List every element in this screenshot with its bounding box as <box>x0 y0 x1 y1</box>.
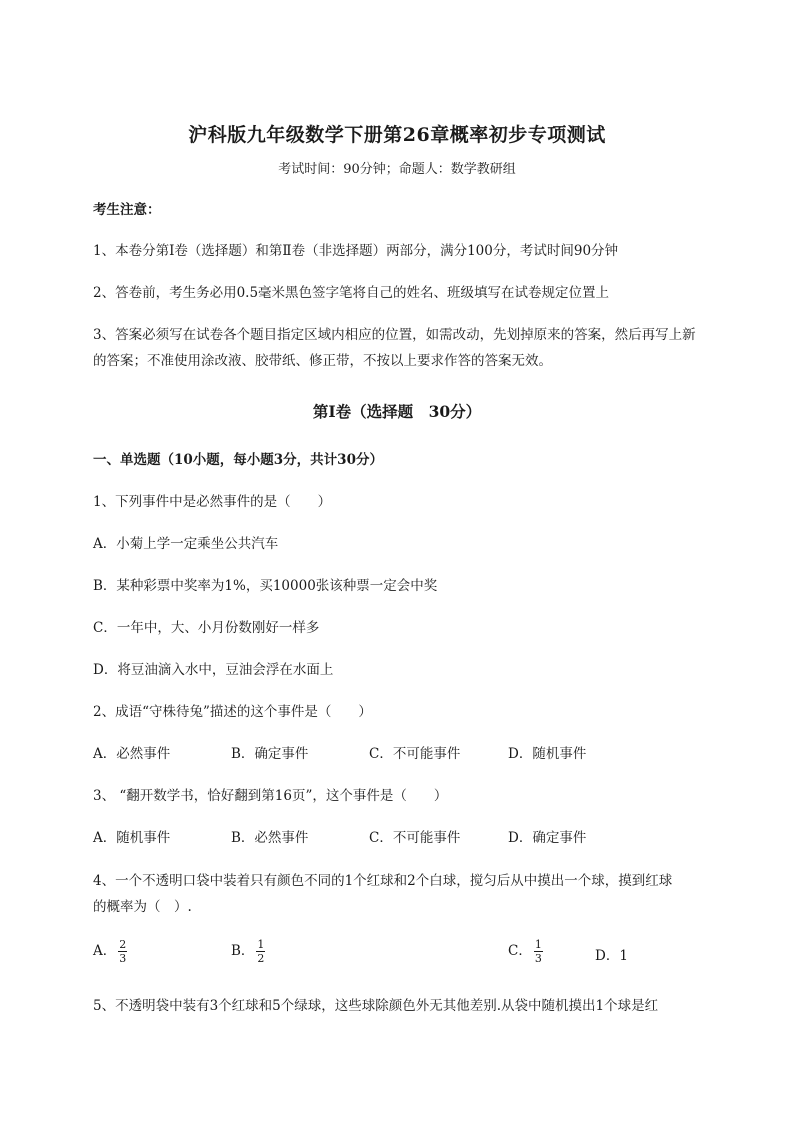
question-stem: 3、 “翻开数学书，恰好翻到第16页”，这个事件是（ ） <box>93 788 448 804</box>
option-a: A．随机事件 <box>93 830 171 846</box>
option-b: B．确定事件 <box>231 746 309 762</box>
option-c: C．不可能事件 <box>369 830 461 846</box>
option-a <box>93 938 127 965</box>
page-title: 沪科版九年级数学下册第26章概率初步专项测试 <box>188 124 606 146</box>
option-b: B．必然事件 <box>231 830 309 846</box>
option-a: A．小菊上学一定乘坐公共汽车 <box>93 536 279 552</box>
option-c <box>508 938 543 965</box>
question-stem: 1、下列事件中是必然事件的是（ ） <box>93 494 332 510</box>
option-label: A． <box>93 943 117 959</box>
fraction <box>534 938 543 965</box>
notice-item: 2、答卷前，考生务必用0.5毫米黑色签字笔将自己的姓名、班级填写在试卷规定位置上 <box>93 285 610 301</box>
option-d: D．将豆油滴入水中，豆油会浮在水面上 <box>93 662 334 678</box>
option-a: A．必然事件 <box>93 746 171 762</box>
exam-info: 考试时间：90分钟；命题人：数学教研组 <box>278 162 516 177</box>
fraction <box>256 938 265 965</box>
option-label: B． <box>231 943 255 959</box>
notice-heading: 考生注意： <box>93 202 161 218</box>
option-label: C． <box>508 943 532 959</box>
numerator: 1 <box>257 938 265 951</box>
numerator: 2 <box>119 938 127 951</box>
question-stem: 4、一个不透明口袋中装着只有颜色不同的1个红球和2个白球，搅匀后从中摸出一个球，摸到红球 <box>93 873 673 889</box>
option-c: C．不可能事件 <box>369 746 461 762</box>
numerator: 1 <box>534 938 542 951</box>
option-d: D．确定事件 <box>508 830 587 846</box>
question-stem: 2、成语“守株待兔”描述的这个事件是（ ） <box>93 704 372 720</box>
denominator: 2 <box>257 952 265 965</box>
fraction <box>118 938 127 965</box>
notice-item: 1、本卷分第I卷（选择题）和第Ⅱ卷（非选择题）两部分，满分100分，考试时间90分钟 <box>93 243 619 259</box>
option-b: B．某种彩票中奖率为1%，买10000张该种票一定会中奖 <box>93 578 438 594</box>
section-title: 第I卷（选择题 30分） <box>312 402 482 421</box>
option-d: D．随机事件 <box>508 746 587 762</box>
option-b <box>231 938 265 965</box>
question-stem-continued: 的概率为（ ）. <box>93 899 192 915</box>
option-d: D．1 <box>595 948 628 964</box>
denominator: 3 <box>119 952 127 965</box>
notice-item: 3、答案必须写在试卷各个题目指定区域内相应的位置，如需改动，先划掉原来的答案，然后再写上新 <box>93 327 696 343</box>
question-stem: 5、不透明袋中装有3个红球和5个绿球，这些球除颜色外无其他差别.从袋中随机摸出1个球是红 <box>93 998 659 1014</box>
denominator: 3 <box>534 952 542 965</box>
option-c: C．一年中，大、小月份数刚好一样多 <box>93 620 320 636</box>
notice-item: 的答案；不准使用涂改液、胶带纸、修正带，不按以上要求作答的答案无效。 <box>93 353 552 369</box>
part-heading: 一、单选题（10小题，每小题3分，共计30分） <box>93 452 383 468</box>
